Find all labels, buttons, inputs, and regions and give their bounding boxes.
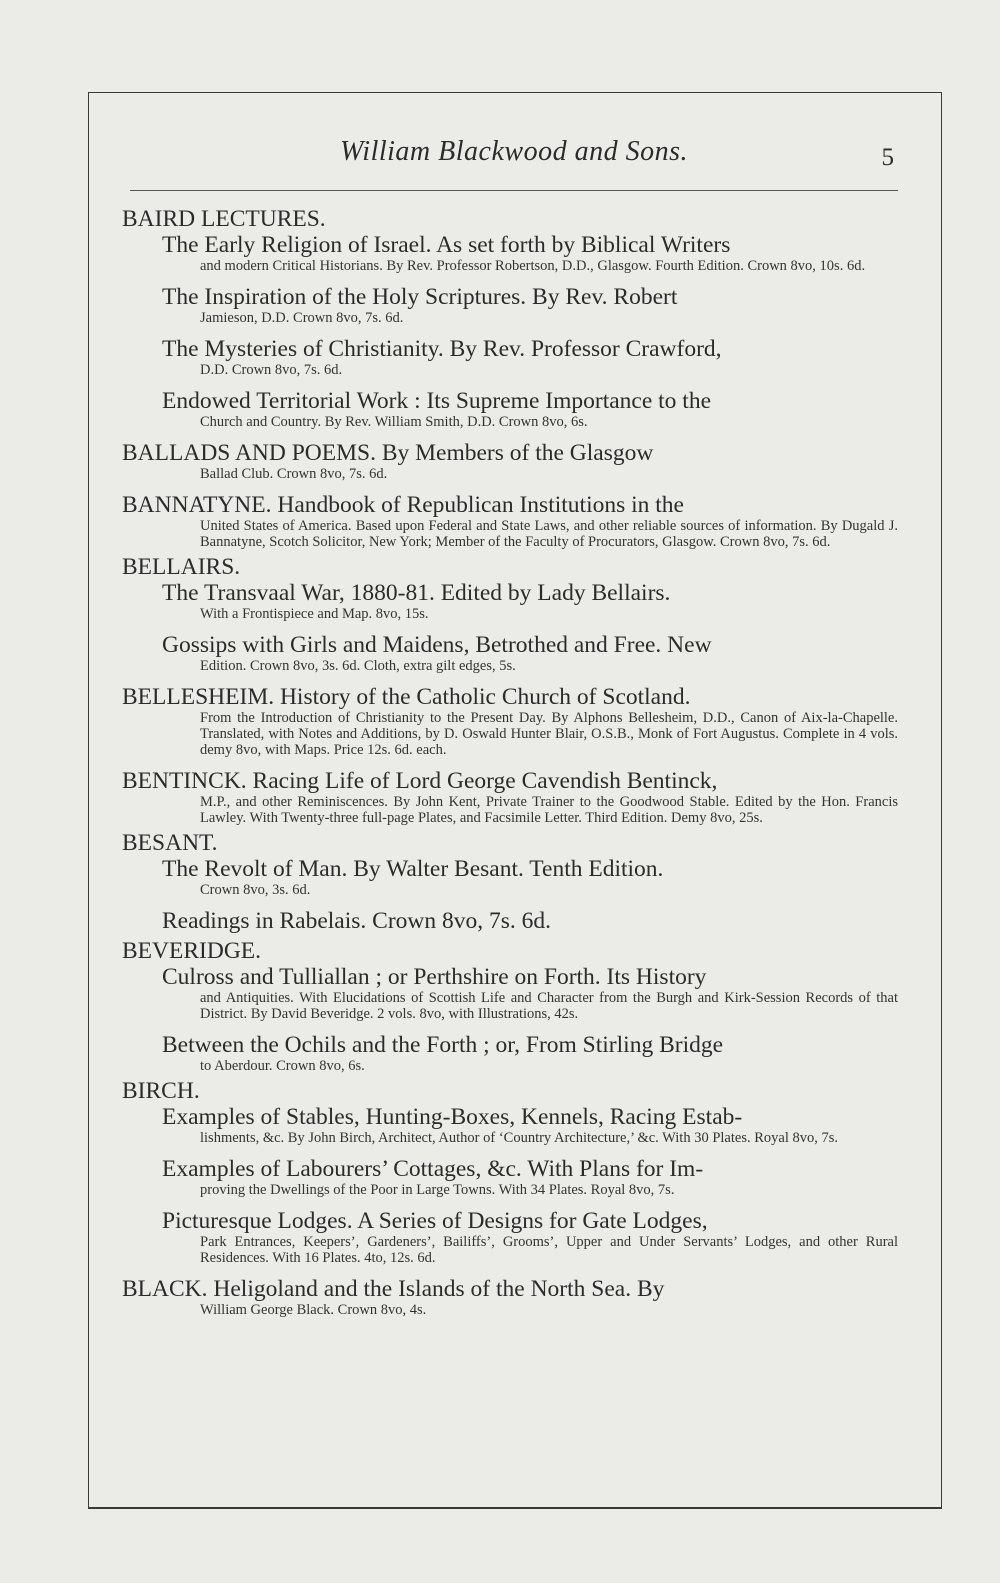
work-title: Culross and Tulliallan ; or Perthshire on Forth. Its History: [162, 964, 707, 990]
work-title: Between the Ochils and the Forth ; or, From Stirling Bridge: [162, 1032, 724, 1058]
work-title: Picturesque Lodges. A Series of Designs for Gate Lodges,: [162, 1208, 708, 1234]
work-description: Park Entrances, Keepers’, Gardeners’, Bailiffs’, Grooms’, Upper and Under Servants’ Lodges, and other Rural Residences. With 16 Plates. 4to, 12s. 6d.: [200, 1234, 898, 1266]
work-description: D.D. Crown 8vo, 7s. 6d.: [200, 362, 343, 378]
entry-heading: BAIRD LECTURES.: [122, 206, 326, 232]
entry-heading: BIRCH.: [122, 1078, 200, 1104]
work-title: Examples of Stables, Hunting-Boxes, Kennels, Racing Estab-: [162, 1104, 743, 1130]
work-title: The Early Religion of Israel. As set forth by Biblical Writers: [162, 232, 731, 258]
entry-description: United States of America. Based upon Federal and State Laws, and other reliable sources of information. By Dugald J. Bannatyne, Scotch Solicitor, New York; Member of the Faculty of Procurators, Glasgow. Crown 8vo, 7s. 6d.: [200, 518, 898, 550]
work-description: and Antiquities. With Elucidations of Scottish Life and Character from the Burgh and Kirk-Session Records of that District. By David Beveridge. 2 vols. 8vo, with Illustrations, 42s.: [200, 990, 898, 1022]
work-description: Crown 8vo, 3s. 6d.: [200, 882, 311, 898]
entry-description: Ballad Club. Crown 8vo, 7s. 6d.: [200, 466, 388, 482]
work-description: and modern Critical Historians. By Rev. Professor Robertson, D.D., Glasgow. Fourth Edition. Crown 8vo, 10s. 6d.: [200, 258, 866, 274]
work-title: The Mysteries of Christianity. By Rev. Professor Crawford,: [162, 336, 722, 362]
entry-heading: BANNATYNE. Handbook of Republican Institutions in the: [122, 492, 684, 518]
entry-heading: BELLAIRS.: [122, 554, 241, 580]
entry-heading: BENTINCK. Racing Life of Lord George Cavendish Bentinck,: [122, 768, 718, 794]
work-title: Endowed Territorial Work : Its Supreme Importance to the: [162, 388, 712, 414]
page-number: 5: [881, 144, 894, 171]
entry-heading: BALLADS AND POEMS. By Members of the Glasgow: [122, 440, 654, 466]
work-title: Examples of Labourers’ Cottages, &c. With Plans for Im-: [162, 1156, 704, 1182]
work-title: Gossips with Girls and Maidens, Betrothed and Free. New: [162, 632, 712, 658]
entry-description: From the Introduction of Christianity to the Present Day. By Alphons Bellesheim, D.D., Canon of Aix-la-Chapelle. Translated, with Notes and Additions, by D. Oswald Hunter Blair, O.S.B., Monk of Fort Augustus. Complete in 4 vols. demy 8vo, with Maps. Price 12s. 6d. each.: [200, 710, 898, 758]
entry-heading: BELLESHEIM. History of the Catholic Church of Scotland.: [122, 684, 691, 710]
work-title: Readings in Rabelais. Crown 8vo, 7s. 6d.: [162, 908, 552, 934]
work-title: The Revolt of Man. By Walter Besant. Tenth Edition.: [162, 856, 664, 882]
running-title: William Blackwood and Sons.: [340, 136, 688, 167]
work-description: to Aberdour. Crown 8vo, 6s.: [200, 1058, 365, 1074]
work-description: Jamieson, D.D. Crown 8vo, 7s. 6d.: [200, 310, 404, 326]
entry-heading: BEVERIDGE.: [122, 938, 262, 964]
work-description: lishments, &c. By John Birch, Architect, Author of ‘Country Architecture,’ &c. With 30 Plates. Royal 8vo, 7s.: [200, 1130, 838, 1146]
work-title: The Transvaal War, 1880-81. Edited by Lady Bellairs.: [162, 580, 671, 606]
entry-description: M.P., and other Reminiscences. By John Kent, Private Trainer to the Goodwood Stable. Edited by the Hon. Francis Lawley. With Twenty-three full-page Plates, and Facsimile Letter. Third Edition. Demy 8vo, 25s.: [200, 794, 898, 826]
catalogue-entries: [122, 206, 898, 1318]
entry-heading: BESANT.: [122, 830, 218, 856]
work-description: Church and Country. By Rev. William Smith, D.D. Crown 8vo, 6s.: [200, 414, 588, 430]
work-description: proving the Dwellings of the Poor in Large Towns. With 34 Plates. Royal 8vo, 7s.: [200, 1182, 675, 1198]
entry-description: William George Black. Crown 8vo, 4s.: [200, 1302, 427, 1318]
work-description: With a Frontispiece and Map. 8vo, 15s.: [200, 606, 429, 622]
page-header: [130, 132, 898, 191]
work-title: The Inspiration of the Holy Scriptures. By Rev. Robert: [162, 284, 678, 310]
work-description: Edition. Crown 8vo, 3s. 6d. Cloth, extra gilt edges, 5s.: [200, 658, 516, 674]
entry-heading: BLACK. Heligoland and the Islands of the North Sea. By: [122, 1276, 665, 1302]
